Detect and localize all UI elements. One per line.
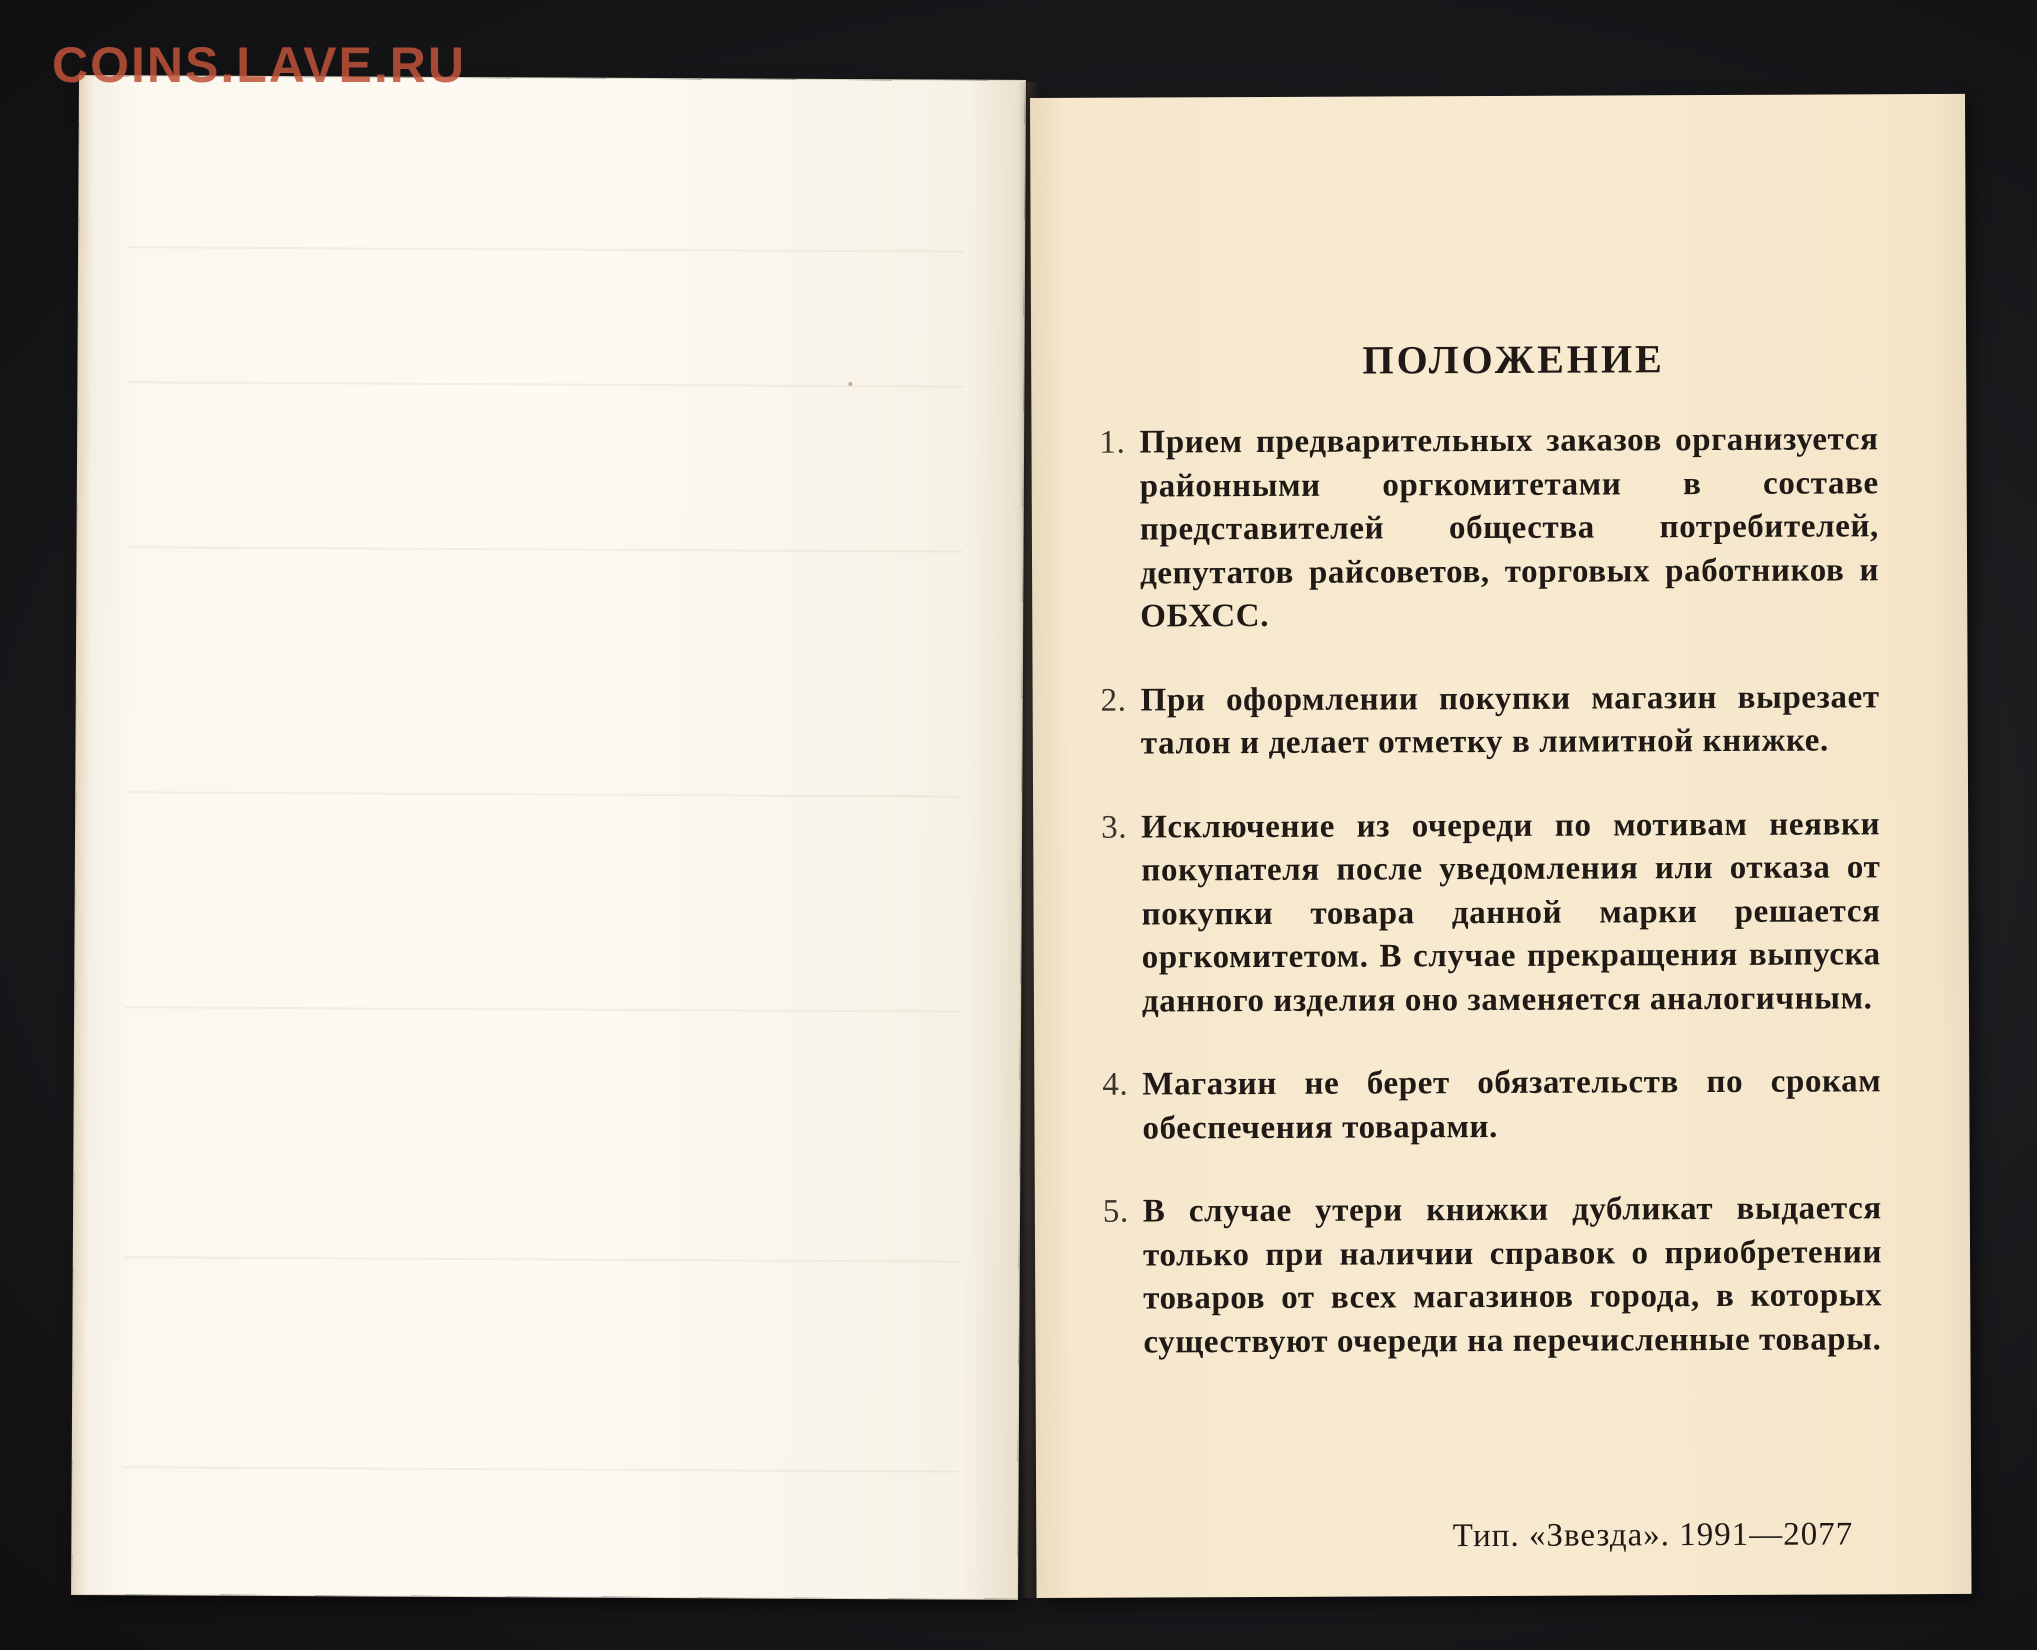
regulations-list	[1091, 418, 1882, 1404]
left-page-blank	[72, 76, 1025, 1599]
item-text: При оформлении покупки магазин вырезает талон и делает отметку в лимитной книжке.	[1140, 678, 1880, 762]
item-number: 4.	[1102, 1066, 1129, 1103]
show-through-line	[128, 381, 963, 387]
item-text: В случае утери книжки дубликат выдается только при наличии справок о приобретении товаров от всех магазинов города, в которых существуют очереди на перечисленные товары.	[1142, 1190, 1883, 1361]
show-through-line	[124, 1256, 959, 1262]
item-text: Прием предварительных заказов организуется районными оргкомитетами в составе представителей общества потребителей, депутатов райсоветов, торговых работников и ОБХСС.	[1139, 421, 1880, 635]
item-number: 2.	[1100, 682, 1127, 719]
list-item	[1091, 418, 1879, 639]
list-item	[1093, 803, 1881, 1024]
item-number: 1.	[1099, 424, 1126, 461]
watermark: COINS.LAVE.RU	[52, 37, 466, 93]
left-page-edge	[72, 76, 94, 1594]
list-item	[1093, 676, 1880, 766]
item-number: 3.	[1101, 809, 1128, 846]
item-text: Исключение из очереди по мотивам неявки покупателя после уведомления или отказа от покупки товара данной марки решается оргкомитетом. В случае прекращения выпуска данного изделия оно заменяется аналогичным.	[1141, 805, 1881, 1020]
show-through-line	[129, 246, 964, 252]
show-through-line	[128, 546, 963, 552]
item-number: 5.	[1102, 1193, 1129, 1230]
item-text: Магазин не берет обязательств по срокам обеспечения товарами.	[1142, 1063, 1882, 1147]
list-item	[1095, 1187, 1883, 1364]
show-through-line	[123, 1466, 958, 1472]
printer-imprint: Тип. «Звезда». 1991—2077	[1452, 1516, 1854, 1555]
show-through-line	[126, 791, 961, 797]
show-through-line	[125, 1006, 960, 1012]
page-title: ПОЛОЖЕНИЕ	[1362, 336, 1665, 383]
paper-speck	[848, 382, 852, 386]
right-page-regulations	[1030, 94, 1972, 1598]
list-item	[1094, 1060, 1881, 1150]
